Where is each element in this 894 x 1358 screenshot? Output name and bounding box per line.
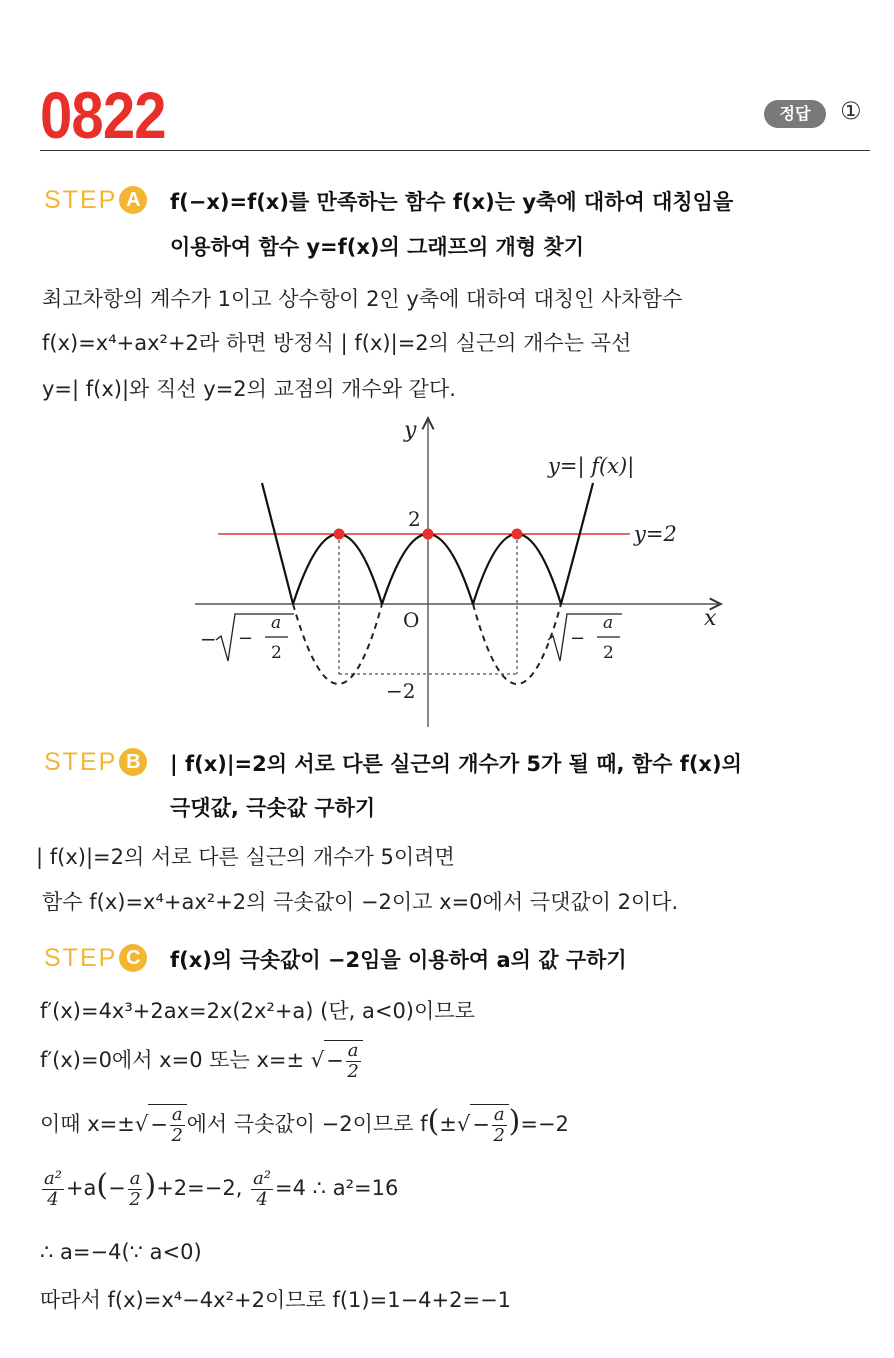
y-axis-label: y [404, 418, 417, 443]
svg-text:2: 2 [603, 643, 614, 663]
curve-label: y=| f(x)| [548, 454, 635, 478]
step-a-body-line1: 최고차항의 계수가 1이고 상수항이 2인 y축에 대하여 대칭인 사차함수 [42, 287, 683, 311]
step-a-title-line2: 이용하여 함수 y=f(x)의 그래프의 개형 찾기 [170, 235, 585, 259]
curve-outer-left [262, 483, 293, 604]
step-a-body-line3: y=| f(x)|와 직선 y=2의 교점의 개수와 같다. [42, 377, 456, 401]
line-label: y=2 [634, 522, 677, 546]
svg-text:2: 2 [271, 643, 282, 663]
function-graph [190, 415, 730, 735]
x-axis-label: x [704, 606, 717, 631]
step-a-label [44, 186, 147, 215]
step-b-label [44, 748, 147, 777]
svg-text:a: a [603, 613, 614, 633]
step-a-letter: A [119, 186, 147, 214]
intersection-point-left [334, 529, 345, 540]
answer-badge: 정답 [764, 100, 826, 128]
intersection-point-right [512, 529, 523, 540]
step-c-line6: 따라서 f(x)=x⁴−4x²+2이므로 f(1)=1−4+2=−1 [40, 1288, 512, 1312]
problem-number: 0822 [40, 78, 166, 152]
step-c-line2: f′(x)=0에서 x=0 또는 x=± √− $\frac{a}{2}$ [40, 1040, 363, 1082]
step-b-text: STEP [44, 748, 118, 776]
svg-text:−: − [238, 628, 254, 649]
step-c-label [44, 944, 147, 973]
neg-root-sign: − [200, 627, 217, 651]
step-c-line3: 이때 x=±√− $\frac{a}{2}$ 에서 극솟값이 −2이므로 f(±√− $\frac{a}{2}$ )=−2 [40, 1104, 569, 1146]
origin-label: O [403, 608, 420, 632]
curve-hump-right [473, 534, 561, 604]
step-a-text: STEP [44, 186, 118, 214]
step-c-text: STEP [44, 944, 118, 972]
answer-value: ① [840, 97, 862, 125]
curve-hump-left [293, 534, 382, 604]
tick-label-2: 2 [408, 507, 421, 531]
intersection-point-center [423, 529, 434, 540]
tick-label-neg2: −2 [386, 679, 416, 703]
curve-outer-right [561, 483, 593, 604]
svg-text:a: a [271, 613, 282, 633]
dashed-min-left [293, 604, 382, 684]
step-b-letter: B [119, 748, 147, 776]
svg-text:−: − [570, 628, 586, 649]
step-a-body-line2: f(x)=x⁴+ax²+2라 하면 방정식 | f(x)|=2의 실근의 개수는 곡선 [42, 331, 632, 355]
step-c-title: f(x)의 극솟값이 −2임을 이용하여 a의 값 구하기 [170, 948, 627, 972]
step-c-line4: $\frac{\text{a²}}{4}$ +a(− $\frac{a}{2}$ )+2=−2, $\frac{\text{a²}}{4}$ =4 ∴ a²=16 [44, 1167, 399, 1210]
header-divider [40, 150, 870, 151]
step-b-body-line1: | f(x)|=2의 서로 다른 실근의 개수가 5이려면 [36, 845, 455, 869]
step-c-line5: ∴ a=−4(∵ a<0) [40, 1240, 202, 1264]
step-a-title-line1: f(−x)=f(x)를 만족하는 함수 f(x)는 y축에 대하여 대칭임을 [170, 190, 734, 214]
step-b-body-line2: 함수 f(x)=x⁴+ax²+2의 극솟값이 −2이고 x=0에서 극댓값이 2이다. [42, 890, 679, 914]
step-c-line1: f′(x)=4x³+2ax=2x(2x²+a) (단, a<0)이므로 [40, 999, 475, 1023]
step-c-letter: C [119, 944, 147, 972]
step-b-title-line1: | f(x)|=2의 서로 다른 실근의 개수가 5가 될 때, 함수 f(x)의 [170, 752, 742, 776]
step-b-title-line2: 극댓값, 극솟값 구하기 [170, 796, 376, 820]
